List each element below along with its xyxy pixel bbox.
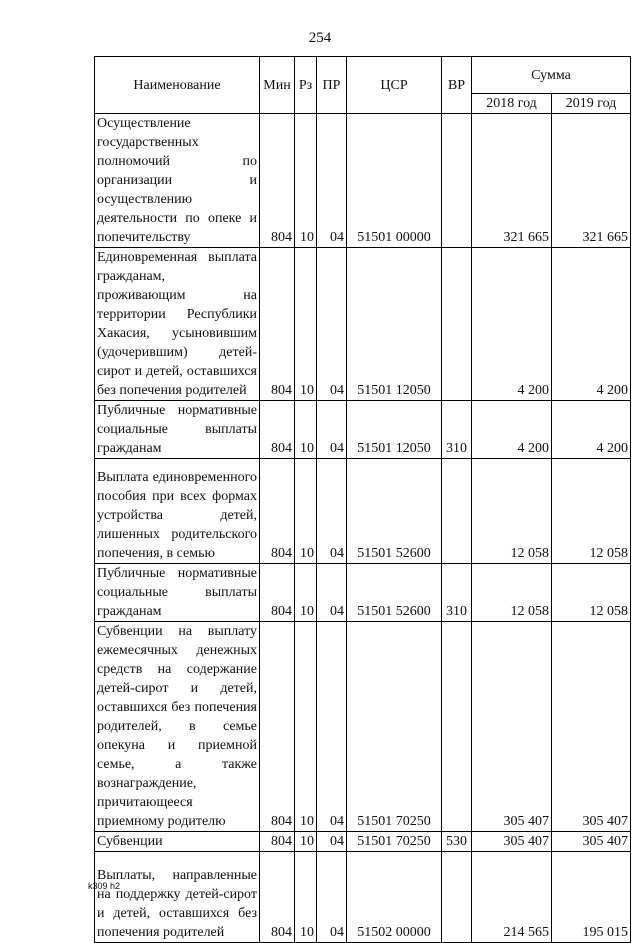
row-pr: 04: [317, 114, 347, 248]
budget-table: [94, 56, 631, 943]
row-vr: [442, 114, 472, 248]
row-pr: 04: [317, 564, 347, 622]
row-csr: 51501 00000: [347, 114, 442, 248]
row-pr: 04: [317, 622, 347, 832]
header-pr: ПР: [317, 57, 347, 114]
row-rz: 10: [295, 832, 317, 852]
row-csr: 51501 12050: [347, 401, 442, 459]
row-vr: [442, 459, 472, 564]
row-min: 804: [260, 852, 295, 943]
row-pr: 04: [317, 832, 347, 852]
row-min: 804: [260, 622, 295, 832]
row-csr: 51502 00000: [347, 852, 442, 943]
row-2018: 4 200: [472, 401, 552, 459]
header-year-2018: 2018 год: [472, 94, 552, 114]
row-2018: 214 565: [472, 852, 552, 943]
table-row: [95, 832, 631, 852]
row-vr: [442, 248, 472, 401]
row-2019: 4 200: [552, 401, 631, 459]
header-sum: Сумма: [472, 57, 631, 94]
row-name: Публичные нормативные социальные выплаты гражданам: [95, 401, 260, 459]
header-year-2019: 2019 год: [552, 94, 631, 114]
row-2019: 195 015: [552, 852, 631, 943]
row-vr: 310: [442, 401, 472, 459]
row-vr: 310: [442, 564, 472, 622]
row-name: Выплаты, направленные на поддержку детей-сирот и детей, оставшихся без попечения родителей: [95, 852, 260, 943]
row-2019: 305 407: [552, 832, 631, 852]
table-row: [95, 248, 631, 401]
row-name: Выплата единовременного пособия при всех формах устройства детей, лишенных родительского попечения, в семью: [95, 459, 260, 564]
row-pr: 04: [317, 248, 347, 401]
header-vr: ВР: [442, 57, 472, 114]
row-vr: 530: [442, 832, 472, 852]
row-rz: 10: [295, 564, 317, 622]
page-number: 254: [308, 30, 332, 46]
row-csr: 51501 70250: [347, 832, 442, 852]
row-2018: 4 200: [472, 248, 552, 401]
row-name: Публичные нормативные социальные выплаты гражданам: [95, 564, 260, 622]
row-vr: [442, 622, 472, 832]
row-min: 804: [260, 401, 295, 459]
table-row: [95, 622, 631, 832]
row-rz: 10: [295, 622, 317, 832]
table-body: [95, 114, 631, 943]
row-rz: 10: [295, 248, 317, 401]
row-name: Единовременная выплата гражданам, проживающим на территории Республики Хакасия, усыновившим (удочерившим) детей-сирот и детей, оставшихся без попечения родителей: [95, 248, 260, 401]
row-csr: 51501 52600: [347, 459, 442, 564]
table-row: [95, 114, 631, 248]
table-row: [95, 852, 631, 943]
row-2019: 321 665: [552, 114, 631, 248]
row-csr: 51501 12050: [347, 248, 442, 401]
row-2018: 12 058: [472, 564, 552, 622]
row-pr: 04: [317, 852, 347, 943]
header-name: Наименование: [95, 57, 260, 114]
row-csr: 51501 52600: [347, 564, 442, 622]
row-vr: [442, 852, 472, 943]
row-rz: 10: [295, 852, 317, 943]
header-rz: Рз: [295, 57, 317, 114]
header-min: Мин: [260, 57, 295, 114]
row-2018: 12 058: [472, 459, 552, 564]
row-min: 804: [260, 459, 295, 564]
footer-code: k309 h2: [88, 881, 121, 891]
row-2018: 305 407: [472, 832, 552, 852]
row-2018: 305 407: [472, 622, 552, 832]
row-name: Осуществление государственных полномочий по организации и осуществлению деятельности по опеке и попечительству: [95, 114, 260, 248]
header-csr: ЦСР: [347, 57, 442, 114]
row-min: 804: [260, 832, 295, 852]
row-2019: 305 407: [552, 622, 631, 832]
row-rz: 10: [295, 459, 317, 564]
row-min: 804: [260, 248, 295, 401]
row-min: 804: [260, 564, 295, 622]
row-2019: 4 200: [552, 248, 631, 401]
row-pr: 04: [317, 401, 347, 459]
row-rz: 10: [295, 401, 317, 459]
row-min: 804: [260, 114, 295, 248]
row-rz: 10: [295, 114, 317, 248]
row-csr: 51501 70250: [347, 622, 442, 832]
row-pr: 04: [317, 459, 347, 564]
row-2018: 321 665: [472, 114, 552, 248]
row-2019: 12 058: [552, 459, 631, 564]
row-name: Субвенции на выплату ежемесячных денежных средств на содержание детей-сирот и детей, оставшихся без попечения родителей, в семье опекуна и приемной семье, а также вознаграждение, причитающееся приемному родителю: [95, 622, 260, 832]
table-row: [95, 401, 631, 459]
table-row: [95, 459, 631, 564]
row-2019: 12 058: [552, 564, 631, 622]
table-row: [95, 564, 631, 622]
row-name: Субвенции: [95, 832, 260, 852]
